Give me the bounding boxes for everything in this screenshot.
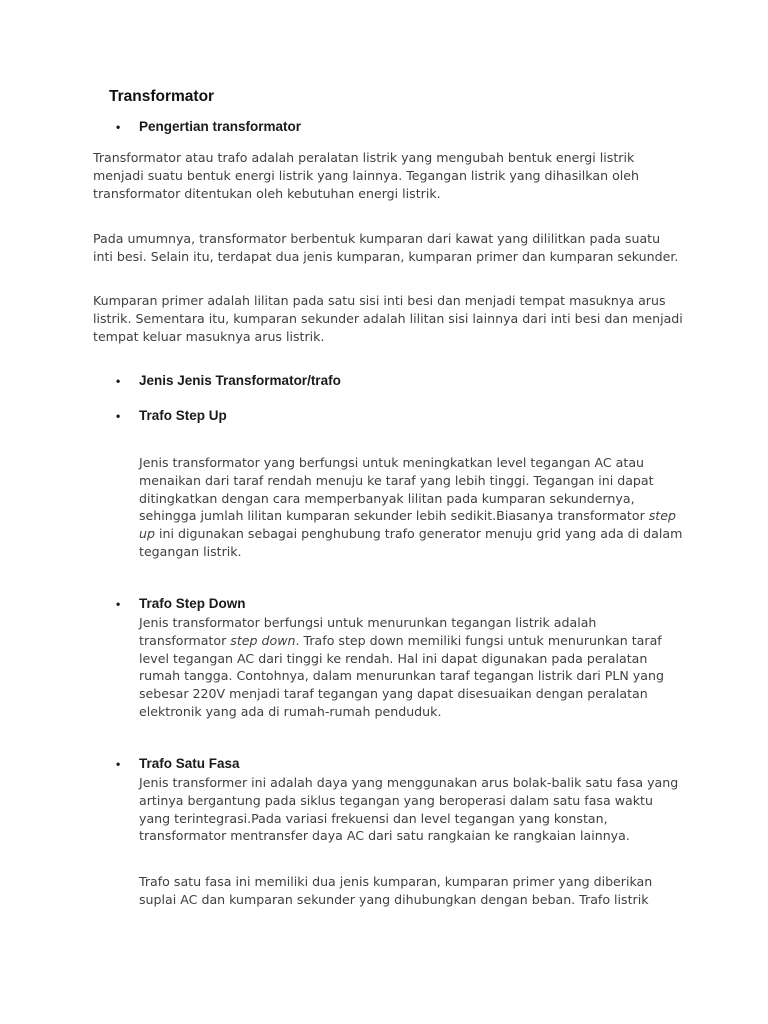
paragraph-satu-fasa-coils: Trafo satu fasa ini memiliki dua jenis kumparan, kumparan primer yang diberikan suplai AC dan kumparan sekunder yang dihubungkan dengan beban. Trafo listrik (139, 874, 653, 907)
bullet-icon: • (116, 374, 121, 388)
bullet-icon: • (116, 597, 121, 611)
heading-text: Trafo Step Up (139, 408, 227, 423)
paragraph-definition: Transformator atau trafo adalah peralatan listrik yang mengubah bentuk energi listrik menjadi suatu bentuk energi listrik yang lainnya. Tegangan listrik yang dihasilkan oleh transformator ditentukan oleh kebutuhan energi listrik. (93, 150, 640, 201)
paragraph-step-down (139, 614, 684, 721)
page-title: Transformator (109, 88, 215, 105)
heading-text: Jenis Jenis Transformator/trafo (139, 373, 341, 388)
paragraph-form: Pada umumnya, transformator berbentuk kumparan dari kawat yang dililitkan pada suatu inti besi. Selain itu, terdapat dua jenis kumparan, kumparan primer dan kumparan sekunder. (93, 231, 679, 264)
heading-text: Trafo Satu Fasa (139, 756, 240, 771)
italic-run: step down (230, 632, 296, 648)
bullet-icon: • (116, 409, 121, 423)
text-run: ini digunakan sebagai penghubung trafo generator menuju grid yang ada di dalam tegangan listrik. (139, 526, 683, 559)
paragraph-step-up (139, 454, 684, 561)
text-run: . Trafo step down memiliki fungsi untuk menurunkan taraf level tegangan AC dari tinggi ke rendah. Hal ini dapat digunakan pada peralatan rumah tangga. Contohnya, dalam menurunkan taraf tegangan listrik dari PLN yang sebesar 220V menjadi taraf tegangan yang dapat disesuaikan dengan peralatan elektronik yang ada di rumah-rumah penduduk. (139, 632, 664, 719)
paragraph-satu-fasa: Jenis transformer ini adalah daya yang menggunakan arus bolak-balik satu fasa yang artinya bergantung pada siklus tegangan yang beroperasi dalam satu fasa waktu yang terintegrasi.Pada variasi frekuensi dan level tegangan yang konstan, transformator mentransfer daya AC dari satu rangkaian ke rangkaian lainnya. (139, 775, 679, 844)
bullet-heading-step-down (116, 596, 246, 611)
heading-text: Pengertian transformator (139, 119, 302, 134)
paragraph-coils: Kumparan primer adalah lilitan pada satu sisi inti besi dan menjadi tempat masuknya arus listrik. Sementara itu, kumparan sekunder adalah lilitan sisi lainnya dari inti besi dan menjadi tempat keluar masuknya arus listrik. (93, 293, 683, 344)
text-run: Jenis transformator yang berfungsi untuk meningkatkan level tegangan AC atau menaikan dari taraf rendah menuju ke taraf yang lebih tinggi. Tegangan ini dapat ditingkatkan dengan cara memperbanyak lilitan pada kumparan sekundernya, sehingga jumlah lilitan kumparan sekunder lebih sedikit.Biasanya transformator (139, 455, 654, 524)
bullet-icon: • (116, 120, 121, 134)
bullet-icon: • (116, 757, 121, 771)
heading-text: Trafo Step Down (139, 596, 246, 611)
bullet-heading-step-up (116, 408, 227, 423)
text-run: Jenis transformator berfungsi untuk menurunkan tegangan listrik adalah transformator (139, 615, 597, 648)
bullet-heading-pengertian (116, 119, 301, 134)
bullet-heading-jenis (116, 373, 341, 388)
bullet-heading-satu-fasa (116, 756, 240, 771)
italic-run: step up (139, 508, 676, 542)
